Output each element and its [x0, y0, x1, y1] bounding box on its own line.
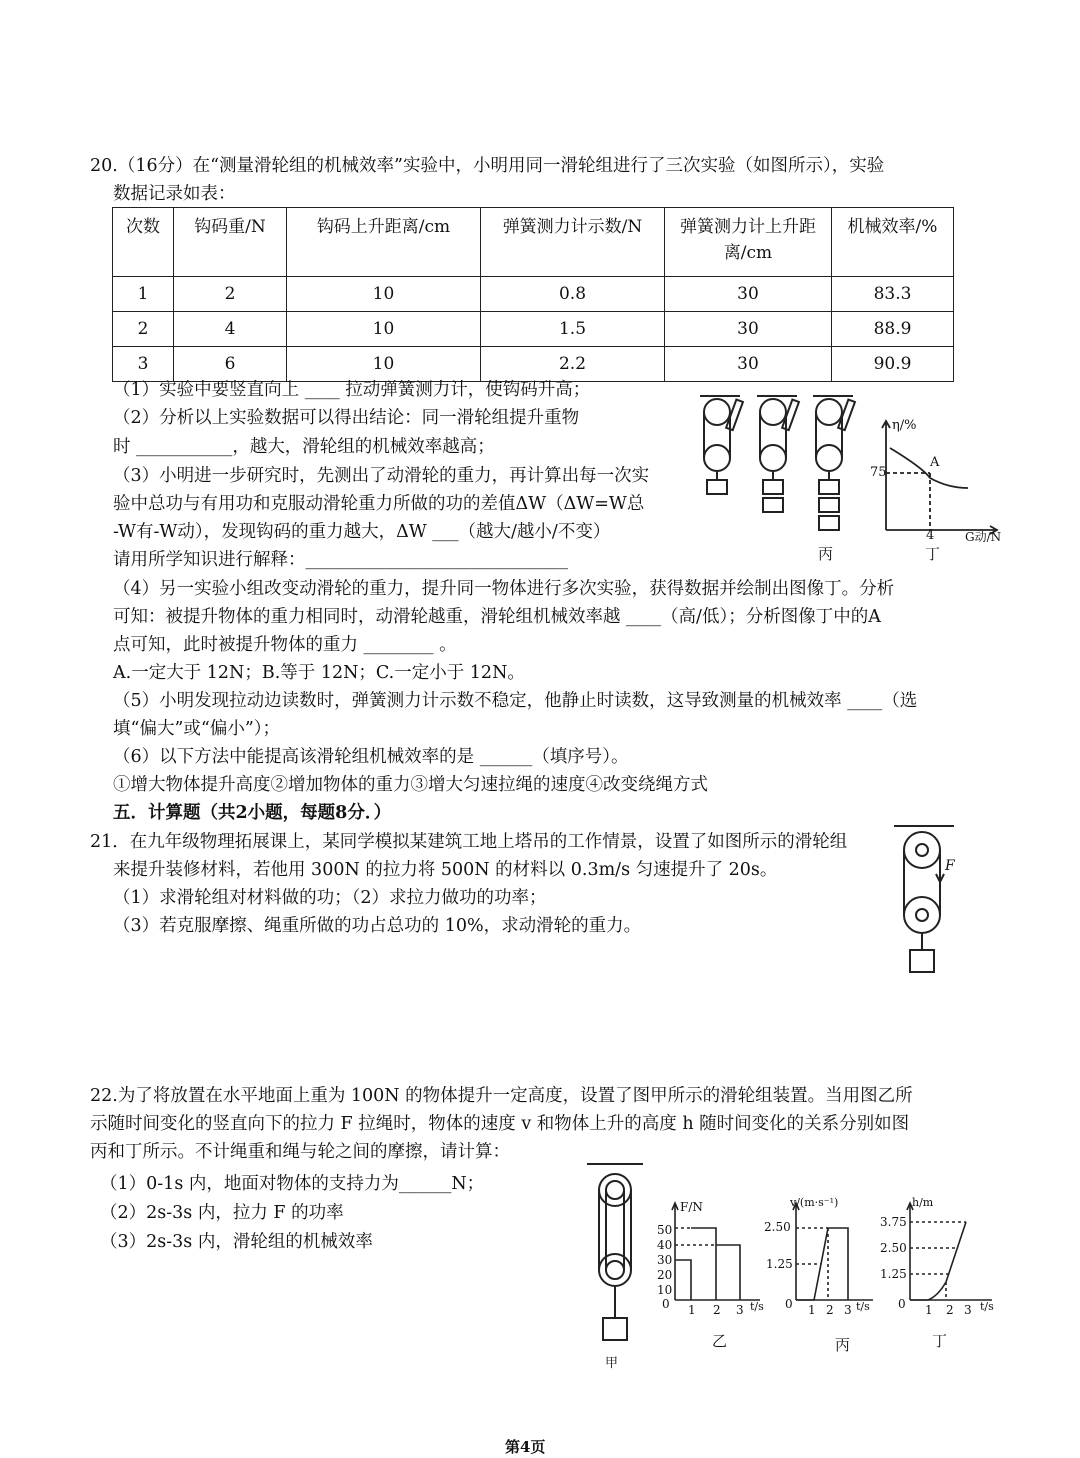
- q20-sub3: （3）小明进一步研究时，先测出了动滑轮的重力，再计算出每一次实: [113, 466, 650, 486]
- graph-xtick: 2: [826, 1303, 834, 1317]
- q22-sub2: （2）2s-3s 内，拉力 F 的功率: [100, 1203, 344, 1223]
- fig-label-bing: 丙: [835, 1336, 851, 1354]
- graph-ytick: 1.25: [880, 1267, 907, 1281]
- q20-sub5-cont: 填“偏大”或“偏小”）；: [113, 719, 281, 739]
- fig-label-yi: 乙: [712, 1332, 728, 1350]
- q20-sub6: （6）以下方法中能提高该滑轮组机械效率的是 ______（填序号）。: [113, 747, 629, 767]
- graph-ytick: 0: [662, 1297, 670, 1311]
- table-cell: 4: [174, 312, 287, 347]
- q22-sub1: （1）0-1s 内，地面对物体的支持力为______N；: [100, 1174, 485, 1194]
- graph-ytick: 50: [657, 1223, 673, 1237]
- table-row: [113, 347, 954, 382]
- pulley-diagram: [695, 388, 870, 548]
- table-header: 钩码重/N: [174, 208, 287, 277]
- q22-heading: 22.为了将放置在水平地面上重为 100N 的物体提升一定高度，设置了图甲所示的滑轮组装置。当用图乙所: [90, 1086, 913, 1106]
- fig-label-ding: 丁: [932, 1332, 948, 1350]
- fig-label-ding: 丁: [925, 545, 941, 563]
- q20-sub3-cont3: 请用所学知识进行解释：______________________________: [113, 550, 568, 570]
- table-cell: 2: [113, 312, 174, 347]
- graph-xtick: 4: [926, 528, 935, 543]
- table-cell: 2.2: [481, 347, 665, 382]
- graph-ylabel: η/%: [892, 418, 917, 433]
- table-row: [113, 312, 954, 347]
- fig-label-bing: 丙: [818, 545, 834, 563]
- table-header-row: [113, 208, 954, 277]
- table-header: 钩码上升距离/cm: [287, 208, 481, 277]
- table-cell: 30: [665, 347, 832, 382]
- graph-point-label: A: [930, 455, 940, 470]
- graph-xlabel: G动/N: [965, 530, 1002, 544]
- table-header: 机械效率/%: [832, 208, 954, 277]
- pulley-diagram: [585, 1158, 645, 1348]
- q20-sub3-cont2: -W有-W动），发现钩码的重力越大，ΔW ___（越大/越小/不变）: [113, 522, 611, 542]
- table-cell: 30: [665, 277, 832, 312]
- q20-pulley-figures: [695, 388, 870, 548]
- graph-ytick: 2.50: [880, 1241, 907, 1255]
- force-label: F: [945, 858, 955, 874]
- graph-xlabel: t/s: [750, 1300, 764, 1313]
- q20-sub4: （4）另一实验小组改变动滑轮的重力，提升同一物体进行多次实验，获得数据并绘制出图像丁。分析: [113, 579, 895, 599]
- graph-xlabel: t/s: [980, 1300, 994, 1313]
- table-cell: 1.5: [481, 312, 665, 347]
- graph-xtick: 3: [736, 1303, 744, 1317]
- table-cell: 83.3: [832, 277, 954, 312]
- q22-sub3: （3）2s-3s 内，滑轮组的机械效率: [100, 1232, 373, 1252]
- table-header: 弹簧测力计示数/N: [481, 208, 665, 277]
- table-cell: 10: [287, 347, 481, 382]
- q21-pulley-figure: [892, 820, 962, 980]
- graph-ytick: 40: [657, 1238, 673, 1252]
- q22-pulley-jia: [585, 1158, 645, 1348]
- graph-ylabel: v/(m·s⁻¹): [790, 1196, 839, 1209]
- graph-ytick: 75: [870, 465, 887, 480]
- graph-xtick: 3: [844, 1303, 852, 1317]
- graph-ytick: 2.50: [764, 1220, 791, 1234]
- q20-sub4-cont2: 点可知，此时被提升物体的重力 ________ 。: [113, 635, 457, 655]
- graph-xtick: 2: [713, 1303, 721, 1317]
- graph-ytick: 20: [657, 1268, 673, 1282]
- pulley-diagram: [892, 820, 962, 980]
- graph-xlabel: t/s: [856, 1300, 870, 1313]
- graph-xtick: 2: [946, 1303, 954, 1317]
- q21-sub1: （1）求滑轮组对材料做的功；（2）求拉力做功的功率；: [113, 888, 547, 908]
- graph-xtick: 1: [925, 1303, 933, 1317]
- table-cell: 6: [174, 347, 287, 382]
- graph-origin: 0: [785, 1297, 793, 1311]
- table-cell: 10: [287, 277, 481, 312]
- q22-text: 示随时间变化的竖直向下的拉力 F 拉绳时，物体的速度 v 和物体上升的高度 h 随时间变化的关系分别如图: [90, 1114, 910, 1134]
- table-cell: 10: [287, 312, 481, 347]
- q22-text-cont: 丙和丁所示。不计绳重和绳与轮之间的摩擦，请计算：: [90, 1142, 510, 1162]
- graph-ytick: 3.75: [880, 1215, 907, 1229]
- q21-text: 来提升装修材料，若他用 300N 的拉力将 500N 的材料以 0.3m/s 匀速提升了 20s。: [113, 860, 778, 880]
- graph-ylabel: h/m: [912, 1196, 934, 1209]
- q20-heading-cont: 数据记录如表：: [113, 184, 236, 204]
- q20-sub2: （2）分析以上实验数据可以得出结论：同一滑轮组提升重物: [113, 408, 580, 428]
- efficiency-graph: [868, 418, 1003, 538]
- q20-sub6-options: ①增大物体提升高度②增加物体的重力③增大匀速拉绳的速度④改变绕绳方式: [113, 775, 708, 795]
- graph-xtick: 1: [688, 1303, 696, 1317]
- q20-data-table: [112, 207, 954, 382]
- table-cell: 0.8: [481, 277, 665, 312]
- q20-sub2-cont: 时 ___________，越大，滑轮组的机械效率越高；: [113, 437, 495, 457]
- graph-ytick: 10: [657, 1283, 673, 1297]
- graph-ylabel: F/N: [680, 1200, 703, 1214]
- table-header: 弹簧测力计上升距离/cm: [665, 208, 832, 277]
- q20-sub1: （1）实验中要竖直向上 ____ 拉动弹簧测力计，使钩码升高；: [113, 380, 591, 400]
- table-row: [113, 277, 954, 312]
- graph-xtick: 3: [964, 1303, 972, 1317]
- q20-sub5: （5）小明发现拉动边读数时，弹簧测力计示数不稳定，他静止时读数，这导致测量的机械效率 ____（选: [113, 691, 918, 711]
- graph-origin: 0: [898, 1297, 906, 1311]
- graph-ytick: 1.25: [766, 1257, 793, 1271]
- q20-sub4-cont1: 可知：被提升物体的重力相同时，动滑轮越重，滑轮组机械效率越 ____（高/低）；分析图像丁中的A: [113, 607, 881, 627]
- section-heading: 五．计算题（共2小题，每题8分．）: [113, 803, 392, 823]
- table-cell: 1: [113, 277, 174, 312]
- table-cell: 3: [113, 347, 174, 382]
- table-cell: 2: [174, 277, 287, 312]
- table-cell: 88.9: [832, 312, 954, 347]
- table-cell: 30: [665, 312, 832, 347]
- q20-sub4-options: A.一定大于 12N；B.等于 12N；C.一定小于 12N。: [113, 663, 525, 683]
- q20-sub3-cont1: 验中总功与有用功和克服动滑轮重力所做的功的差值ΔW（ΔW=W总: [113, 494, 645, 514]
- q21-heading: 21．在九年级物理拓展课上，某同学模拟某建筑工地上塔吊的工作情景，设置了如图所示的滑轮组: [90, 832, 848, 852]
- page-number: 第4页: [505, 1438, 546, 1456]
- q20-graph-ding: [868, 418, 1003, 538]
- q20-heading: 20.（16分）在“测量滑轮组的机械效率”实验中，小明用同一滑轮组进行了三次实验（如图所示），实验: [90, 156, 885, 176]
- graph-ytick: 30: [657, 1253, 673, 1267]
- table-cell: 90.9: [832, 347, 954, 382]
- table-header: 次数: [113, 208, 174, 277]
- graph-xtick: 1: [808, 1303, 816, 1317]
- fig-label-jia: 甲: [605, 1356, 619, 1371]
- q21-sub3: （3）若克服摩擦、绳重所做的功占总功的 10%，求动滑轮的重力。: [113, 916, 642, 936]
